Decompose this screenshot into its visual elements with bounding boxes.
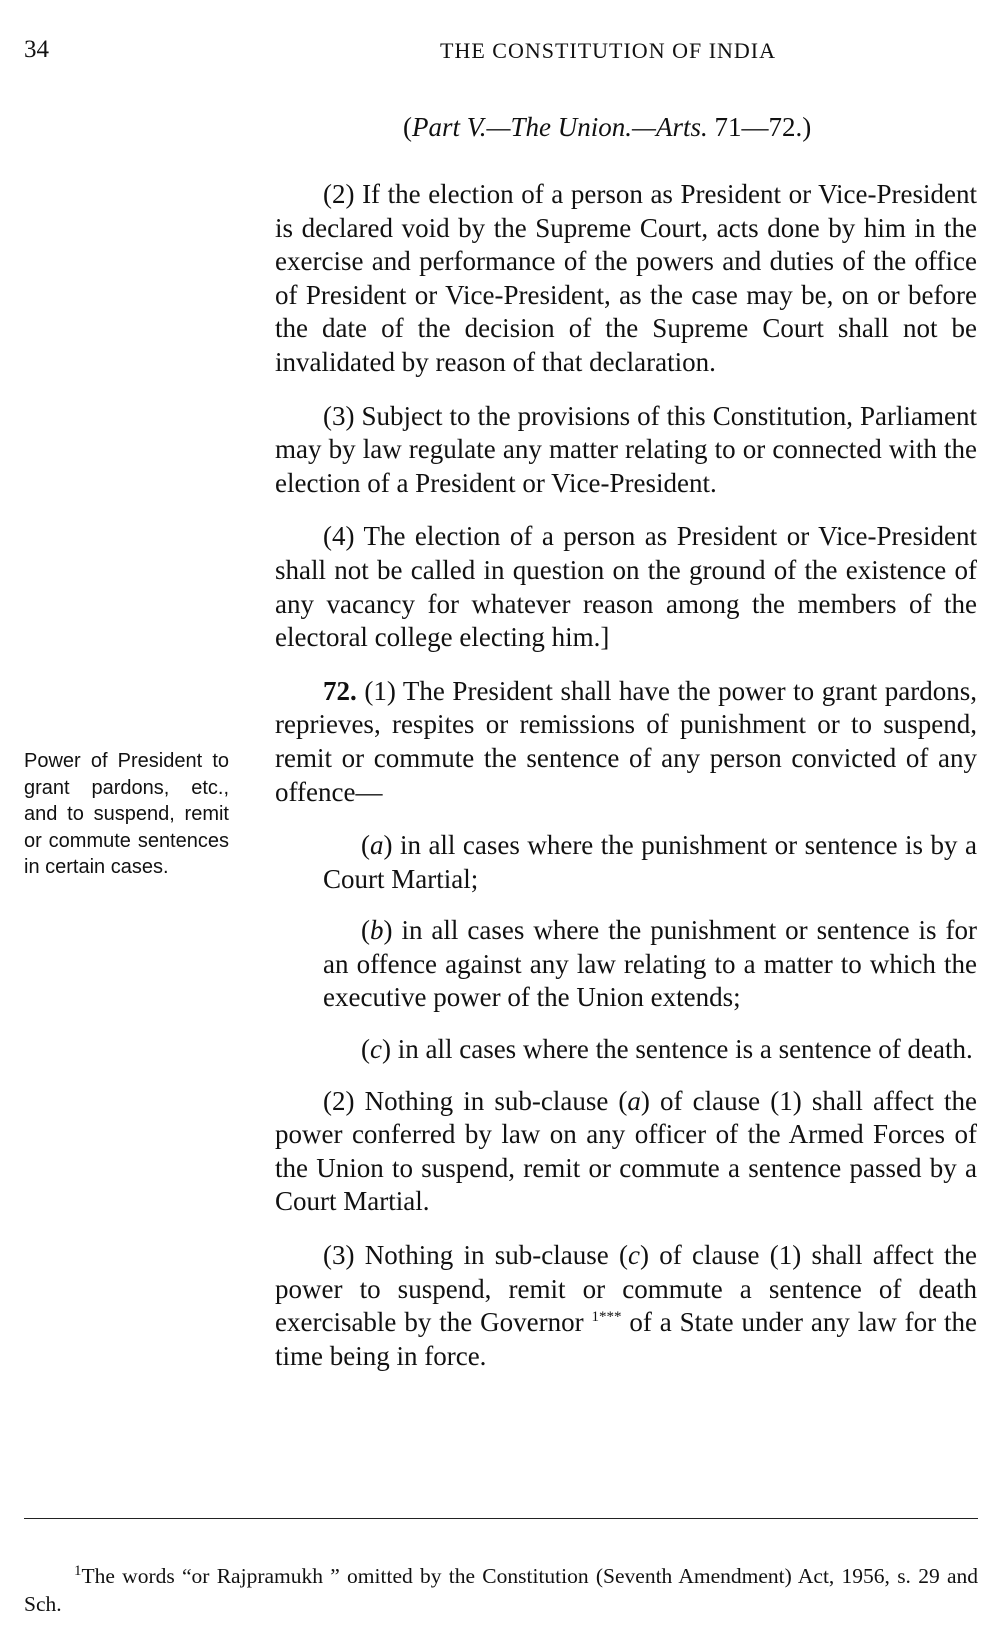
art72-clause-3: (3) Nothing in sub-clause (c) of clause (1) shall affect the power to suspend, remit or commute a sentence of death exercisable by the Governor $^{1***}$ of a State under any law for the time being in force. <box>275 1240 978 1371</box>
part-heading: (Part V.—The Union.—Arts. 71—72.) <box>403 112 812 142</box>
art72-subclause-a: (a) in all cases where the punishment or sentence is by a Court Martial; <box>323 830 977 894</box>
footnote-divider <box>24 1518 978 1519</box>
body-text <box>275 178 977 1393</box>
art72-clause-1: 72. (1) The President shall have the power to grant pardons, reprieves, respites or remissions of punishment or to suspend, remit or commute the sentence of any person convicted of any offence— <box>275 675 978 807</box>
running-title: THE CONSTITUTION OF INDIA <box>440 38 777 63</box>
marginal-note: Power of President to grant pardons, etc., and to suspend, remit or commute sentences in certain cases. <box>24 750 229 878</box>
art71-clause-3: (3) Subject to the provisions of this Constitution, Parliament may by law regulate any matter relating to or connected with the election of a President or Vice-President. <box>275 400 977 498</box>
art72-clause-2: (2) Nothing in sub-clause (a) of clause (1) shall affect the power conferred by law on any officer of the Armed Forces of the Union to suspend, remit or commute a sentence passed by a Court Martial. <box>275 1085 977 1217</box>
article-number: 72. <box>323 675 357 706</box>
art71-clause-2: (2) If the election of a person as President or Vice-President is declared void by the Supreme Court, acts done by him in the exercise and performance of the powers and duties of the office of President or Vice-President, as the case may be, on or before the date of the decision of the Supreme Court shall not be invalidated by reason of that declaration. <box>275 179 977 377</box>
footnote-reference: 1*** <box>591 1309 622 1326</box>
art72-subclause-c: (c) in all cases where the sentence is a sentence of death. <box>361 1034 973 1065</box>
art72-subclause-b: (b) in all cases where the punishment or sentence is for an offence against any law relating to a matter to which the executive power of the Union extends; <box>323 915 977 1013</box>
footnote-mark: 1 <box>74 1562 82 1579</box>
footnote: $^1$The words “or Rajpramukh ” omitted by the Constitution (Seventh Amendment) Act, 1956, s. 29 and Sch. <box>24 1562 978 1616</box>
art71-clause-4: (4) The election of a person as President or Vice-President shall not be called in question on the ground of the existence of any vacancy for whatever reason among the members of the electoral college electing him.] <box>275 521 977 653</box>
page-number: 34 <box>24 36 49 63</box>
